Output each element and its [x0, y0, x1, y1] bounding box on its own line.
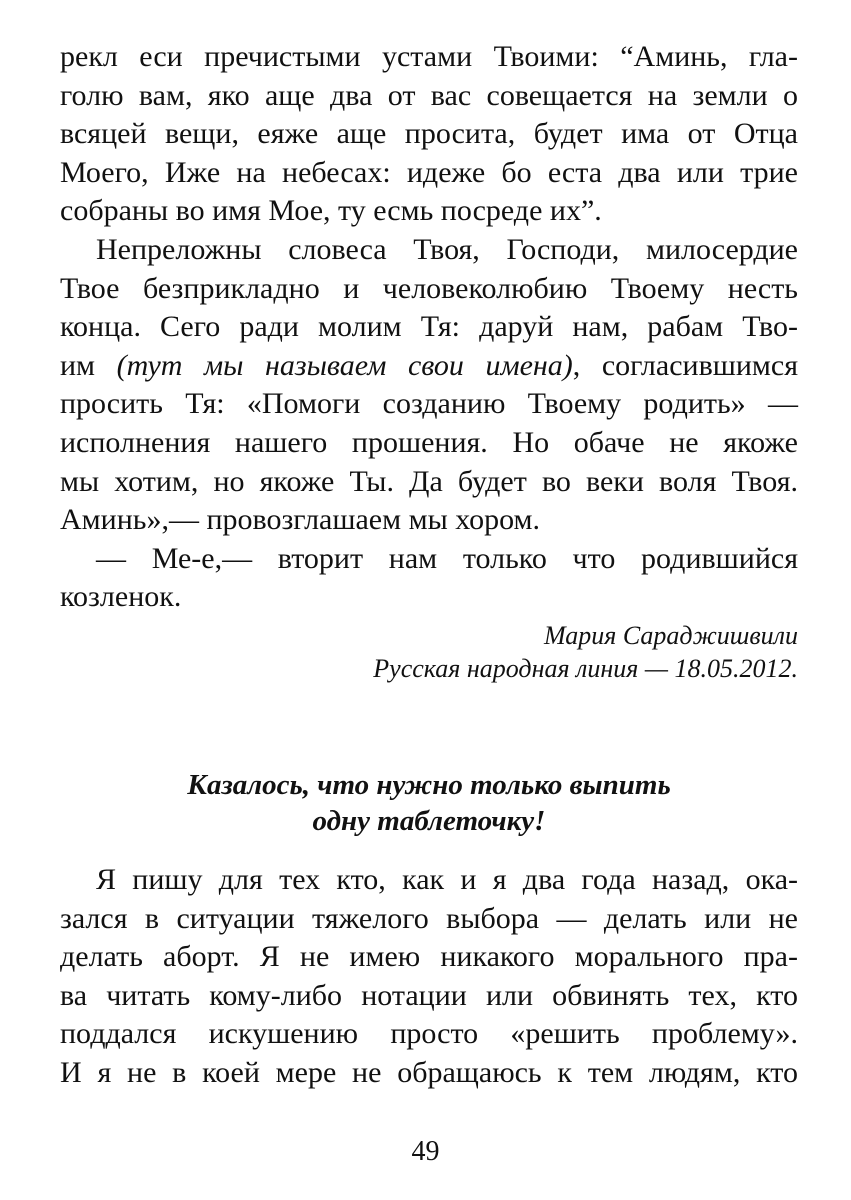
text-line: Я пишу для тех кто, как и я два года назад, ока-	[96, 862, 798, 896]
text-line: голю вам, яко аще два от вас совещается на земли о	[60, 78, 798, 112]
text-fragment: им	[60, 348, 117, 382]
text-line: И я не в коей мере не обращаюсь к тем людям, кто	[60, 1055, 798, 1089]
paragraph-petition	[60, 231, 798, 540]
text-line: зался в ситуации тяжелого выбора — делать или не	[60, 901, 798, 935]
signature-source: Русская народная линия — 18.05.2012.	[373, 653, 798, 683]
text-line: всяцей вещи, еяже аще просита, будет има от Отца	[60, 117, 798, 151]
text-line: делать аборт. Я не имею никакого морального пра-	[60, 940, 798, 974]
text-line: Моего, Иже на небесах: идеже бо еста два или трие	[60, 155, 798, 189]
signature-block	[60, 619, 798, 685]
page-number: 49	[411, 1136, 440, 1167]
text-line: рекл еси пречистыми устами Твоими: “Аминь, гла-	[60, 40, 798, 73]
page-content	[60, 38, 798, 1092]
paragraph-story-intro	[60, 861, 798, 1093]
text-line: исполнения нашего прошения. Но обаче не якоже	[60, 425, 798, 459]
text-line: — Ме-е,— вторит нам только что родившийся	[96, 541, 798, 575]
text-line: поддался искушению просто «решить проблему».	[60, 1017, 798, 1051]
text-line: конца. Сего ради молим Тя: даруй нам, рабам Тво-	[60, 310, 798, 344]
italic-remark: (тут мы называем свои имена)	[116, 348, 573, 382]
section-heading	[60, 767, 798, 839]
text-line: ва читать кому-либо нотации или обвинять тех, кто	[60, 978, 798, 1012]
text-line: Твое безприкладно и человеколюбию Твоему несть	[60, 271, 798, 305]
text-line: собраны во имя Мое, ту есмь посреде их”.	[60, 194, 602, 228]
text-line: мы хотим, но якоже Ты. Да будет во веки воля Твоя.	[60, 464, 798, 498]
heading-line: одну таблеточку!	[312, 804, 546, 837]
text-line: Непреложны словеса Твоя, Господи, милосердие	[96, 232, 798, 266]
text-fragment: , согласившимся	[572, 348, 798, 382]
signature-author: Мария Сараджишвили	[544, 620, 798, 650]
text-line: просить Тя: «Помоги созданию Твоему родить» —	[60, 387, 798, 421]
text-line: Аминь»,— провозглашаем мы хором.	[60, 503, 540, 537]
text-line-with-italic	[60, 347, 798, 386]
heading-line: Казалось, что нужно только выпить	[187, 768, 671, 801]
paragraph-goat	[60, 540, 798, 617]
text-line: козленок.	[60, 580, 182, 614]
paragraph-prayer-end	[60, 38, 798, 231]
